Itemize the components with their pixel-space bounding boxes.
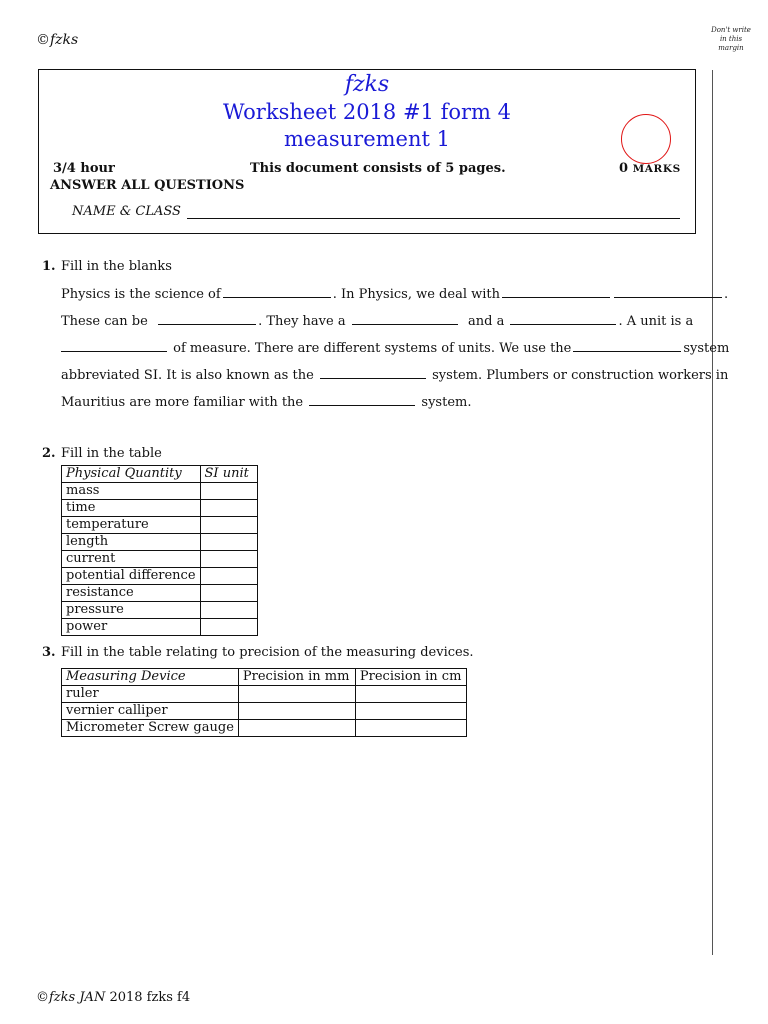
blank-field[interactable] (320, 377, 426, 379)
duration-label: 3/4 hour (53, 161, 115, 176)
answer-cell[interactable] (238, 703, 355, 720)
paragraph-line (61, 335, 730, 362)
answer-cell[interactable] (355, 720, 466, 737)
table-row (62, 483, 258, 500)
table-row (62, 534, 258, 551)
question-3-number: 3. (42, 645, 56, 660)
text-fragment: abbreviated SI. It is also known as the (61, 368, 314, 383)
answer-cell[interactable] (200, 568, 257, 585)
text-fragment: of measure. There are different systems of units. We use the (173, 341, 572, 356)
table-row (62, 602, 258, 619)
paragraph-line (61, 362, 729, 389)
text-fragment: . (724, 287, 729, 302)
copyright-header: ©fzks (36, 32, 79, 48)
column-header: SI unit (200, 466, 257, 483)
table-row (62, 686, 467, 703)
paragraph-line (61, 389, 695, 416)
worksheet-title: Worksheet 2018 #1 form 4 (223, 100, 511, 124)
row-label: current (62, 551, 201, 568)
row-label: power (62, 619, 201, 636)
column-header: Measuring Device (62, 669, 239, 686)
marks-total (619, 161, 681, 176)
footer-author: ©fzks JAN (36, 990, 106, 1005)
row-label: time (62, 500, 201, 517)
table-row (62, 568, 258, 585)
answer-cell[interactable] (200, 551, 257, 568)
question-3-prompt: Fill in the table relating to precision of the measuring devices. (61, 645, 474, 660)
text-fragment: These can be (61, 314, 148, 329)
question-1-paragraph (61, 281, 730, 416)
blank-field[interactable] (158, 323, 256, 325)
column-header: Precision in mm (238, 669, 355, 686)
table-row (62, 500, 258, 517)
row-label: mass (62, 483, 201, 500)
answer-cell[interactable] (200, 619, 257, 636)
text-fragment: . In Physics, we deal with (332, 287, 500, 302)
answer-cell[interactable] (238, 686, 355, 703)
pages-note: This document consists of 5 pages. (250, 161, 506, 176)
paragraph-line (61, 281, 729, 308)
marks-label: MARKS (632, 163, 681, 175)
header-box (38, 69, 696, 234)
answer-cell[interactable] (355, 686, 466, 703)
precision-table (61, 668, 467, 737)
table-row (62, 720, 467, 737)
page-footer (36, 990, 190, 1005)
answer-cell[interactable] (200, 483, 257, 500)
answer-cell[interactable] (200, 602, 257, 619)
header-author: fzks (344, 72, 390, 97)
table-row (62, 517, 258, 534)
marks-value: 0 (619, 161, 629, 176)
question-2-prompt: Fill in the table (61, 446, 162, 461)
blank-field[interactable] (61, 350, 167, 352)
margin-note-line: margin (718, 44, 744, 52)
margin-note-line: in this (719, 35, 743, 43)
blank-field[interactable] (502, 296, 610, 298)
answer-cell[interactable] (355, 703, 466, 720)
blank-field[interactable] (614, 296, 722, 298)
row-label: vernier calliper (62, 703, 239, 720)
answer-cell[interactable] (200, 500, 257, 517)
question-1-prompt: Fill in the blanks (61, 259, 172, 274)
table-row (62, 703, 467, 720)
worksheet-subtitle: measurement 1 (284, 127, 450, 151)
si-units-table (61, 465, 258, 636)
row-label: pressure (62, 602, 201, 619)
paragraph-line (61, 308, 695, 335)
text-fragment: system. Plumbers or construction workers in (432, 368, 729, 383)
table-row (62, 585, 258, 602)
row-label: resistance (62, 585, 201, 602)
blank-field[interactable] (573, 350, 681, 352)
text-fragment: system. (421, 395, 472, 410)
answer-cell[interactable] (200, 585, 257, 602)
table-row (62, 619, 258, 636)
row-label: ruler (62, 686, 239, 703)
answer-cell[interactable] (200, 534, 257, 551)
text-fragment: . A unit is a (618, 314, 694, 329)
question-1-number: 1. (42, 259, 56, 274)
table-header-row (62, 669, 467, 686)
blank-field[interactable] (223, 296, 331, 298)
table-header-row (62, 466, 258, 483)
footer-text: 2018 fzks f4 (109, 990, 191, 1005)
row-label: temperature (62, 517, 201, 534)
row-label: Micrometer Screw gauge (62, 720, 239, 737)
column-header: Physical Quantity (62, 466, 201, 483)
name-class-label: NAME & CLASS (72, 204, 181, 219)
margin-note (710, 26, 752, 53)
blank-field[interactable] (309, 404, 415, 406)
text-fragment: . They have a (258, 314, 346, 329)
blank-field[interactable] (352, 323, 458, 325)
instruction-text: ANSWER ALL QUESTIONS (50, 178, 245, 193)
row-label: length (62, 534, 201, 551)
name-class-field[interactable] (187, 218, 680, 219)
margin-note-line: Don't write (711, 26, 751, 34)
row-label: potential difference (62, 568, 201, 585)
margin-rule (712, 70, 713, 955)
column-header: Precision in cm (355, 669, 466, 686)
text-fragment: system (683, 341, 730, 356)
text-fragment: Physics is the science of (61, 287, 221, 302)
answer-cell[interactable] (238, 720, 355, 737)
table-row (62, 551, 258, 568)
text-fragment: and a (468, 314, 505, 329)
text-fragment: Mauritius are more familiar with the (61, 395, 304, 410)
question-2-number: 2. (42, 446, 56, 461)
answer-cell[interactable] (200, 517, 257, 534)
marks-circle-icon (621, 114, 671, 164)
blank-field[interactable] (510, 323, 616, 325)
